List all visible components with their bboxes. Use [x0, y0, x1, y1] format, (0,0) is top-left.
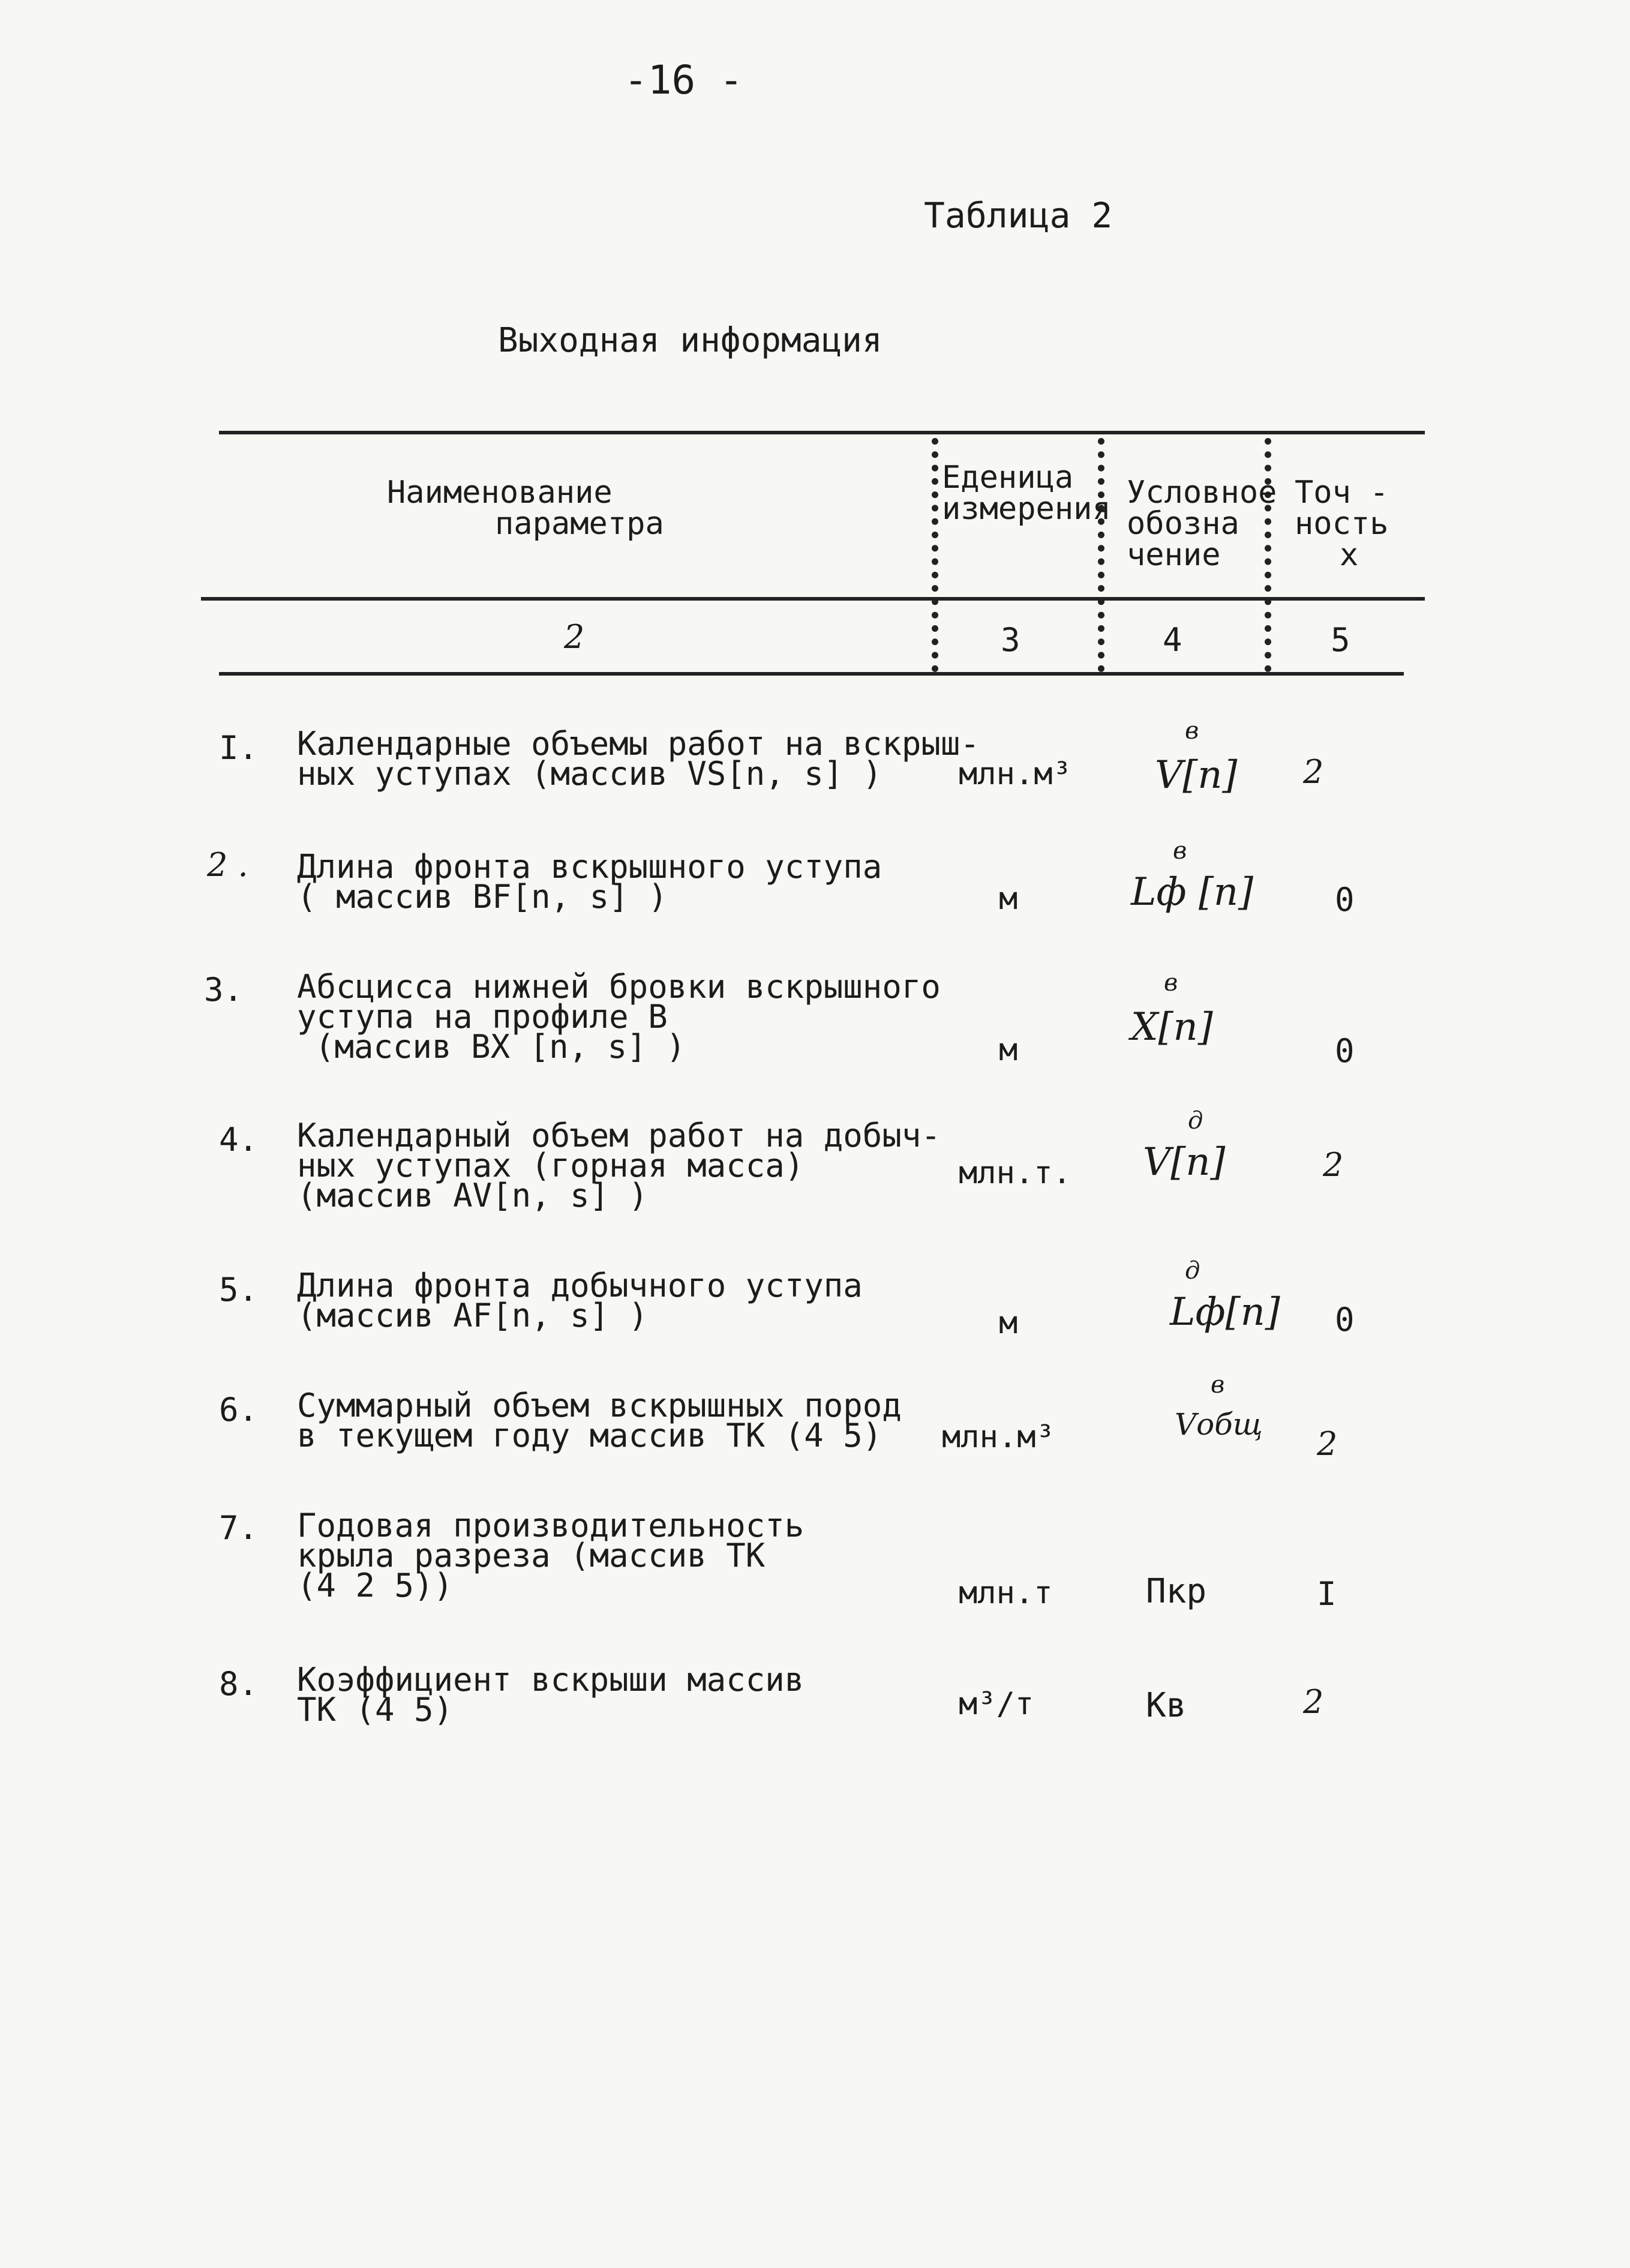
row-unit: м: [999, 1032, 1018, 1068]
row-number: 7.: [219, 1509, 259, 1547]
header-name-line2: параметра: [495, 506, 664, 542]
row-text: [297, 968, 941, 1066]
table-label: Таблица 2: [924, 195, 1113, 236]
row-symbol: Кв: [1146, 1686, 1187, 1725]
row-text-line: Длина фронта добычного уступа: [297, 1267, 863, 1304]
row-unit: м³/т: [959, 1686, 1034, 1722]
row-text: [297, 1507, 805, 1604]
row-symbol-main: V[n]: [1143, 1140, 1226, 1184]
row-symbol: [1143, 1107, 1226, 1184]
row-precision: 0: [1335, 881, 1355, 919]
row-number: 8.: [219, 1665, 259, 1703]
row-number: 3.: [204, 971, 244, 1009]
row-unit: м: [999, 881, 1018, 917]
table-top-rule: [219, 431, 1425, 434]
row-symbol-superscript: в: [1185, 717, 1199, 745]
row-symbol-superscript: в: [1211, 1371, 1225, 1399]
row-text-line: Календарный объем работ на добыч-: [297, 1117, 941, 1154]
header-symbol-line1: Условное: [1127, 475, 1277, 511]
header-symbol: [1127, 477, 1277, 571]
row-symbol-main: Lф[n]: [1170, 1290, 1280, 1334]
row-number: 4.: [219, 1121, 259, 1159]
row-precision: 0: [1335, 1301, 1355, 1339]
row-text-line: уступа на профиле В: [297, 998, 668, 1036]
row-number: 5.: [219, 1271, 259, 1309]
row-text-line: ( массив BF[n, s] ): [297, 878, 668, 916]
row-symbol-main: V[n]: [1155, 753, 1238, 797]
header-unit-line1: Еденица: [942, 460, 1074, 496]
row-symbol: [1175, 1371, 1263, 1442]
row-precision: 2: [1303, 1683, 1324, 1721]
row-symbol: [1170, 1257, 1280, 1334]
row-unit: млн.м³: [942, 1419, 1055, 1455]
row-text-line: (массив AF[n, s] ): [297, 1297, 649, 1334]
row-symbol-superscript: д: [1185, 1257, 1200, 1285]
row-unit: млн.т.: [959, 1155, 1071, 1191]
row-text-line: Коэффициент вскрыши массив: [297, 1661, 805, 1699]
row-text-line: (4 2 5)): [297, 1567, 454, 1604]
row-precision: 0: [1335, 1032, 1355, 1070]
row-text: [297, 848, 882, 916]
header-name: [387, 475, 664, 542]
row-unit: млн.м³: [959, 756, 1071, 792]
row-symbol-superscript: в: [1173, 837, 1187, 865]
row-text: [297, 1661, 805, 1729]
header-unit-line2: измерения: [942, 491, 1111, 527]
column-numbers-bottom-rule: [219, 672, 1404, 676]
header-symbol-line2: обозна: [1127, 506, 1239, 542]
row-text-line: ных уступах (массив VS[n, s] ): [297, 755, 882, 793]
row-precision: 2: [1323, 1146, 1344, 1184]
row-unit: млн.т: [959, 1575, 1053, 1611]
header-precision: [1295, 477, 1389, 571]
row-text: [297, 725, 980, 793]
row-symbol-superscript: в: [1164, 969, 1178, 997]
header-precision-line3: х: [1340, 537, 1359, 573]
row-precision: 2: [1303, 753, 1324, 791]
column-number-4: 4: [1163, 621, 1182, 659]
column-divider-1: [932, 438, 938, 672]
row-text-line: (массив AV[n, s] ): [297, 1177, 649, 1214]
header-unit: [942, 460, 1111, 527]
row-text: [297, 1387, 902, 1454]
row-text-line: Абсцисса нижней бровки вскрышного: [297, 968, 941, 1006]
row-text-line: Суммарный объем вскрышных пород: [297, 1387, 902, 1424]
row-symbol: Пкр: [1146, 1572, 1207, 1611]
row-symbol: [1131, 837, 1254, 914]
row-number: 6.: [219, 1391, 259, 1429]
row-text-line: Длина фронта вскрышного уступа: [297, 848, 882, 886]
row-number: 2 .: [207, 846, 248, 884]
header-symbol-line3: чение: [1127, 537, 1221, 573]
row-text-line: Календарные объемы работ на вскрыш-: [297, 725, 980, 763]
row-text-line: ТК (4 5): [297, 1691, 454, 1729]
row-precision: I: [1317, 1575, 1337, 1613]
row-symbol-superscript: д: [1188, 1107, 1203, 1135]
row-number: I.: [219, 729, 259, 767]
row-unit: м: [999, 1305, 1018, 1341]
header-precision-line2: ность: [1295, 506, 1389, 542]
row-text-line: ных уступах (горная масса): [297, 1147, 805, 1184]
row-symbol-main: Lф [n]: [1131, 870, 1254, 914]
page-number: -16 -: [624, 57, 743, 103]
row-text: [297, 1267, 863, 1334]
header-bottom-rule: [201, 597, 1425, 601]
row-text-line: (массив BX [n, s] ): [315, 1028, 686, 1066]
row-precision: 2: [1317, 1425, 1338, 1463]
row-symbol-main: X[n]: [1131, 1005, 1213, 1049]
row-symbol-main: Vобщ: [1175, 1407, 1263, 1442]
column-number-2: 2: [564, 618, 585, 656]
row-text-line: крыла разреза (массив ТК: [297, 1537, 766, 1574]
column-number-3: 3: [1001, 621, 1020, 659]
header-precision-line1: Точ -: [1295, 475, 1389, 511]
row-text-line: Годовая производительность: [297, 1507, 805, 1544]
row-text-line: в текущем году массив ТК (4 5): [297, 1417, 882, 1454]
column-number-5: 5: [1331, 621, 1350, 659]
row-symbol: [1155, 717, 1238, 797]
header-name-line1: Наименование: [387, 475, 613, 511]
row-symbol: [1131, 969, 1213, 1049]
page-title: Выходная информация: [498, 321, 882, 360]
row-text: [297, 1117, 941, 1214]
